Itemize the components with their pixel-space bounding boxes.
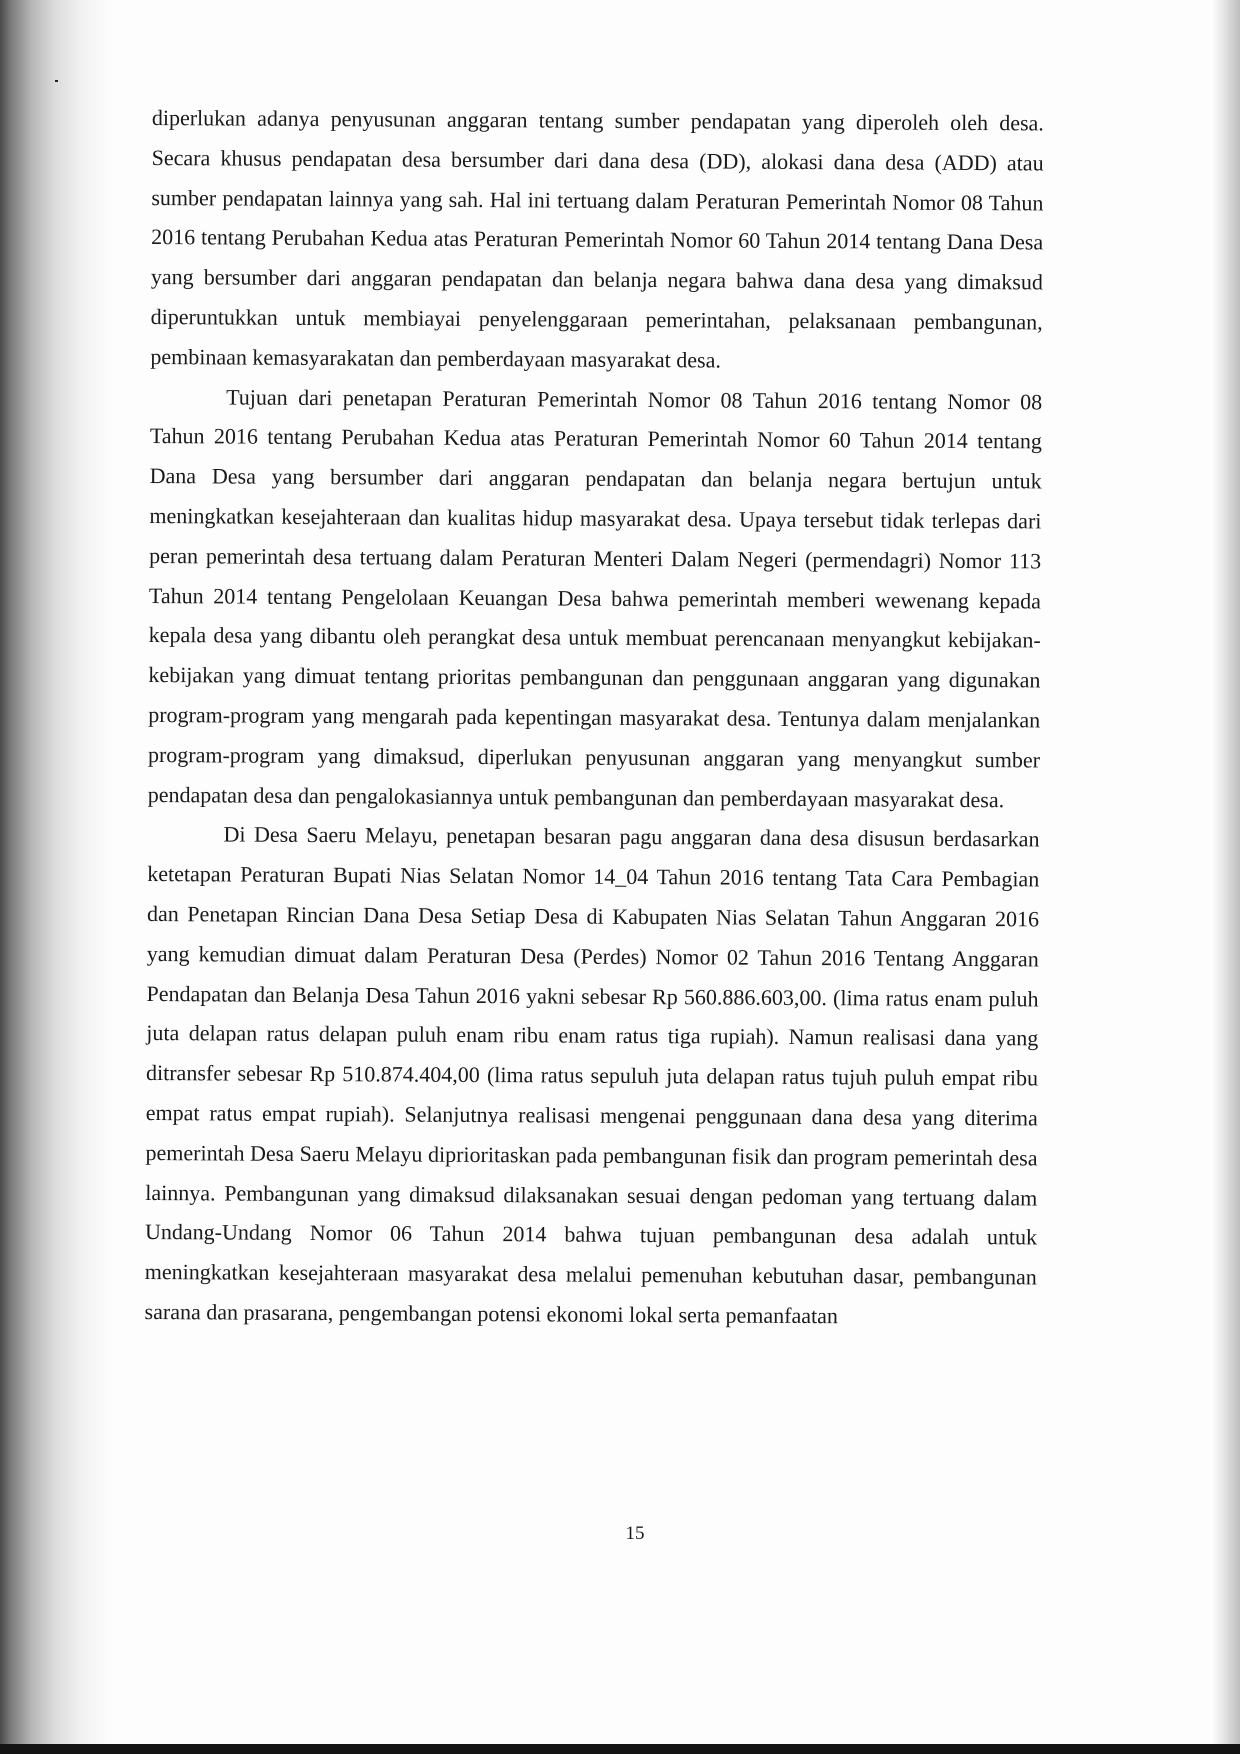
body-text xyxy=(144,98,1044,1337)
scan-shadow-right xyxy=(1212,0,1240,1754)
paragraph-3: Di Desa Saeru Melayu, penetapan besaran pagu anggaran dana desa disusun berdasarkan ketetapan Peraturan Bupati Nias Selatan Nomor 14_04 Tahun 2016 tentang Tata Cara Pembagian dan Penetapan Rincian Dana Desa Setiap Desa di Kabupaten Nias Selatan Tahun Anggaran 2016 yang kemudian dimuat dalam Peraturan Desa (Perdes) Nomor 02 Tahun 2016 Tentang Anggaran Pendapatan dan Belanja Desa Tahun 2016 yakni sebesar Rp 560.886.603,00. (lima ratus enam puluh juta delapan ratus delapan puluh enam ribu enam ratus tiga rupiah). Namun realisasi dana yang ditransfer sebesar Rp 510.874.404,00 (lima ratus sepuluh juta delapan ratus tujuh puluh empat ribu empat ratus empat rupiah). Selanjutnya realisasi mengenai penggunaan dana desa yang diterima pemerintah Desa Saeru Melayu diprioritaskan pada pembangunan fisik dan program pemerintah desa lainnya. Pembangunan yang dimaksud dilaksanakan sesuai dengan pedoman yang tertuang dalam Undang-Undang Nomor 06 Tahun 2014 bahwa tujuan pembangunan desa adalah untuk meningkatkan kesejahteraan masyarakat desa melalui pemenuhan kebutuhan dasar, pembangunan sarana dan prasarana, pengembangan potensi ekonomi lokal serta pemanfaatan xyxy=(144,821,1040,1329)
scan-shadow-left xyxy=(0,0,110,1754)
scan-speck xyxy=(55,80,58,82)
scan-shadow-bottom xyxy=(0,1744,1240,1754)
paragraph-1: diperlukan adanya penyusunan anggaran tentang sumber pendapatan yang diperoleh oleh desa. Secara khusus pendapatan desa bersumber dari dana desa (DD), alokasi dana desa (ADD) atau sumber pendapatan lainnya yang sah. Hal ini tertuang dalam Peraturan Pemerintah Nomor 08 Tahun 2016 tentang Perubahan Kedua atas Peraturan Pemerintah Nomor 60 Tahun 2014 tentang Dana Desa yang bersumber dari anggaran pendapatan dan belanja negara bahwa dana desa yang dimaksud diperuntukkan untuk membiayai penyelenggaraan pemerintahan, pelaksanaan pembangunan, pembinaan kemasyarakatan dan pemberdayaan masyarakat desa. xyxy=(150,104,1044,373)
page-number: 15 xyxy=(625,1523,645,1544)
paragraph-2: Tujuan dari penetapan Peraturan Pemerintah Nomor 08 Tahun 2016 tentang Nomor 08 Tahun 2016 tentang Perubahan Kedua atas Peraturan Pemerintah Nomor 60 Tahun 2014 tentang Dana Desa yang bersumber dari anggaran pendapatan dan belanja negara bertujun untuk meningkatkan kesejahteraan dan kualitas hidup masyarakat desa. Upaya tersebut tidak terlepas dari peran pemerintah desa tertuang dalam Peraturan Menteri Dalam Negeri (permendagri) Nomor 113 Tahun 2014 tentang Pengelolaan Keuangan Desa bahwa pemerintah memberi wewenang kepada kepala desa yang dibantu oleh perangkat desa untuk membuat perencanaan menyangkut kebijakan-kebijakan yang dimuat tentang prioritas pembangunan dan penggunaan anggaran yang digunakan program-program yang mengarah pada kepentingan masyarakat desa. Tentunya dalam menjalankan program-program yang dimaksud, diperlukan penyusunan anggaran yang menyangkut sumber pendapatan desa dan pengalokasiannya untuk pembangunan dan pemberdayaan masyarakat desa. xyxy=(147,384,1043,812)
